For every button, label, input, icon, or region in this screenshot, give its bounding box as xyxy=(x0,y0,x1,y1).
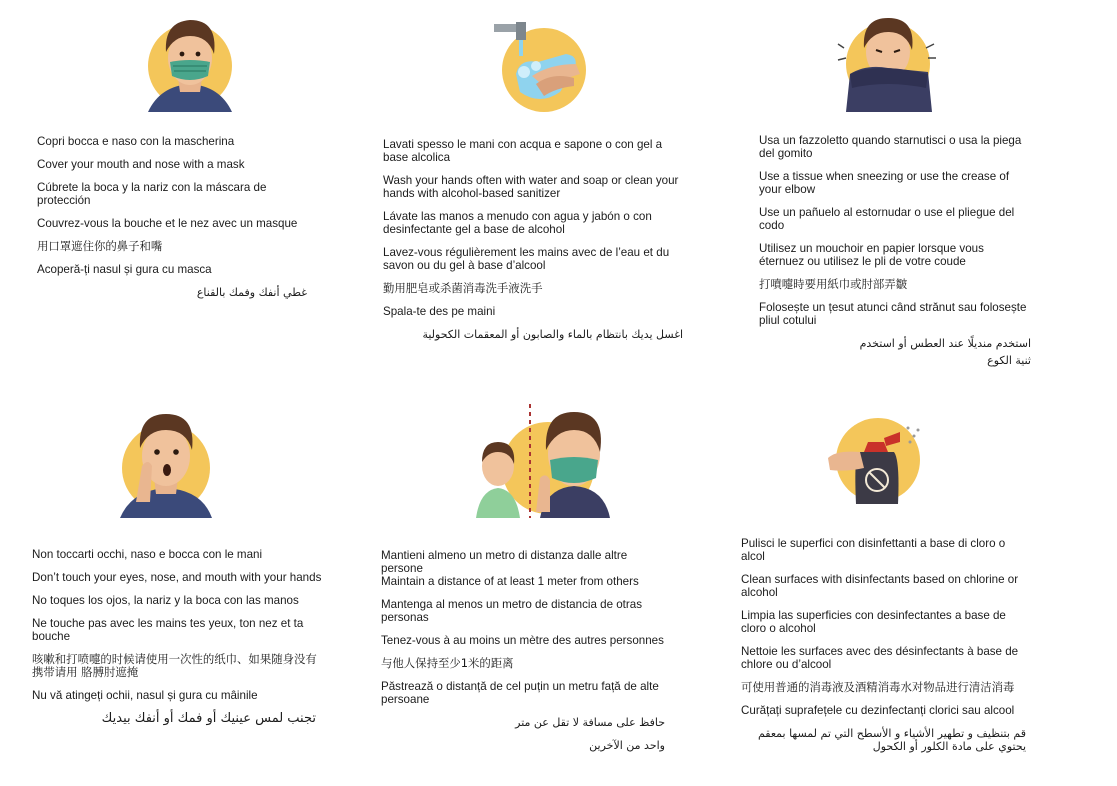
instruction-line: قم بتنظيف و تطهير الأشياء و الأسطح التي تم لمسها بمعقم يحتوي على مادة الكلور أو الكحول xyxy=(757,727,1026,753)
instruction-line: Ne touche pas avec les mains tes yeux, ton nez et ta bouche xyxy=(32,617,304,643)
disinfectant-spray-icon xyxy=(828,408,924,512)
instruction-line: ثنية الكوع xyxy=(987,354,1031,367)
instruction-line: Clean surfaces with disinfectants based on chlorine or alcohol xyxy=(741,573,1019,599)
instruction-line: حافظ على مسافة لا تقل عن متر xyxy=(515,716,665,729)
instruction-line: No toques los ojos, la nariz y la boca con las manos xyxy=(32,594,299,607)
instruction-line: Cover your mouth and nose with a mask xyxy=(37,158,245,171)
instruction-line: Mantieni almeno un metro di distanza dalle altre persone xyxy=(381,549,628,575)
instruction-line: غطي أنفك وفمك بالقناع xyxy=(196,286,307,299)
instruction-line: Pulisci le superfici con disinfettanti a base di cloro o alcol xyxy=(741,537,1006,563)
instruction-line: Nu vă atingeți ochii, nasul și gura cu mâinile xyxy=(32,689,258,702)
instruction-line: Copri bocca e naso con la mascherina xyxy=(37,135,235,148)
instruction-line: 用口罩遮住你的鼻子和嘴 xyxy=(37,239,163,253)
instruction-line: Lavati spesso le mani con acqua e sapone o con gel a base alcolica xyxy=(383,138,663,164)
instruction-line: 咳嗽和打喷嚏的时候请使用一次性的纸巾、如果随身没有携带请用 胳膊肘遮掩 xyxy=(32,652,317,679)
face-mask-person-icon xyxy=(140,8,232,112)
no-face-touch-icon xyxy=(112,406,224,518)
instruction-line: Couvrez-vous la bouche et le nez avec un masque xyxy=(37,217,298,230)
instruction-line: استخدم منديلًا عند العطس أو استخدم xyxy=(859,337,1031,350)
instruction-line: Lávate las manos a menudo con agua y jabón o con desinfectante gel a base de alcohol xyxy=(383,210,652,236)
instruction-line: Wash your hands often with water and soap or clean your hands with alcohol-based sanitizer xyxy=(383,174,679,200)
instruction-line: Lavez-vous régulièrement les mains avec de l’eau et du savon ou du gel à base d’alcool xyxy=(383,246,670,272)
instruction-line: 勤用肥皂或杀菌消毒洗手液洗手 xyxy=(383,281,543,295)
instruction-line: Spala-te des pe maini xyxy=(383,305,496,318)
instruction-line: Limpia las superficies con desinfectantes a base de cloro o alcohol xyxy=(741,609,1006,635)
instruction-line: Curățați suprafețele cu dezinfectanți clorici sau alcool xyxy=(741,704,1015,717)
instruction-line: Folosește un țesut atunci când strănut sau folosește pliul cotului xyxy=(759,301,1027,327)
instruction-line: Tenez-vous à au moins un mètre des autres personnes xyxy=(381,634,664,647)
instruction-line: 与他人保持至少1米的距离 xyxy=(381,656,514,670)
instruction-line: Use a tissue when sneezing or use the crease of your elbow xyxy=(759,170,1010,196)
sneeze-elbow-icon xyxy=(836,8,940,112)
instruction-line: واحد من الآخرين xyxy=(589,739,665,752)
instruction-line: 可使用普通的消毒液及酒精消毒水对物品进行清洁消毒 xyxy=(741,680,1015,694)
instruction-line: Nettoie les surfaces avec des désinfectants à base de chlore ou d’alcool xyxy=(741,645,1019,671)
instruction-line: Use un pañuelo al estornudar o use el pliegue del codo xyxy=(759,206,1015,232)
instruction-line: 打噴嚏時要用紙巾或肘部弄皺 xyxy=(759,277,908,291)
instruction-line: Utilisez un mouchoir en papier lorsque vous éternuez ou utilisez le pli de votre coude xyxy=(759,242,984,268)
instruction-line: Cúbrete la boca y la nariz con la máscara de protección xyxy=(37,181,267,207)
instruction-line: تجنب لمس عينيك أو فمك أو أنفك بيديك xyxy=(101,711,316,726)
instruction-line: Non toccarti occhi, naso e bocca con le mani xyxy=(32,548,263,561)
instruction-line: Păstrează o distanță de cel puțin un metru față de alte persoane xyxy=(381,680,659,706)
social-distance-icon xyxy=(470,402,610,518)
instruction-line: Usa un fazzoletto quando starnutisci o usa la piega del gomito xyxy=(759,134,1022,160)
hand-washing-icon xyxy=(490,14,586,114)
instruction-line: اغسل يديك بانتظام بالماء والصابون أو المعقمات الكحولية xyxy=(422,328,683,341)
instruction-line: Acoperă-ți nasul și gura cu masca xyxy=(37,263,212,276)
instruction-line: Maintain a distance of at least 1 meter from others xyxy=(381,575,639,588)
instruction-line: Don’t touch your eyes, nose, and mouth with your hands xyxy=(32,571,322,584)
instruction-line: Mantenga al menos un metro de distancia de otras personas xyxy=(381,598,643,624)
